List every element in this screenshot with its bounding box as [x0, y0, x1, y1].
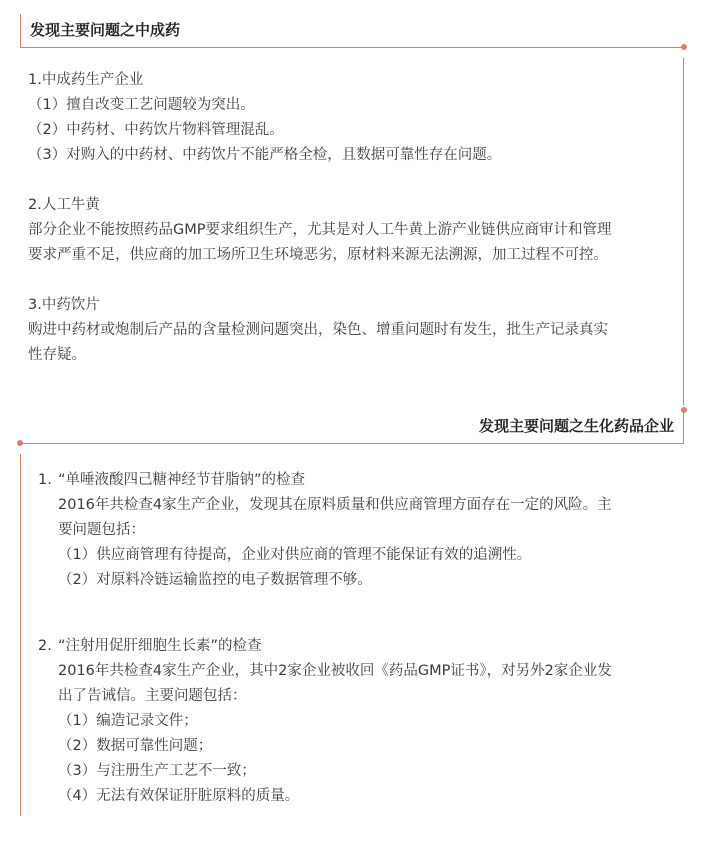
section2-right-rule [683, 410, 684, 444]
item-heading: 2.人工牛黄 [28, 197, 100, 213]
section1-title: 发现主要问题之中成药 [30, 21, 181, 39]
item-heading: “注射用促肝细胞生长素”的检查 [58, 638, 262, 654]
section1-top-rule [20, 47, 684, 48]
item-line: 要问题包括： [58, 522, 145, 538]
item-line: （1）供应商管理有待提高，企业对供应商的管理不能保证有效的追溯性。 [58, 547, 532, 563]
section2-left-dot [17, 440, 23, 446]
item-line: 部分企业不能按照药品GMP要求组织生产，尤其是对人工牛黄上游产业链供应商审计和管理 [28, 222, 612, 238]
item-heading: “单唾液酸四己糖神经节苷脂钠”的检查 [58, 472, 306, 488]
item-line: （2）对原料冷链运输监控的电子数据管理不够。 [58, 572, 372, 588]
item-line: 要求严重不足，供应商的加工场所卫生环境恶劣，原材料来源无法溯源，加工过程不可控。 [28, 247, 608, 263]
item-heading: 3.中药饮片 [28, 297, 100, 313]
item-line: （3）对购入的中药材、中药饮片不能严格全检，且数据可靠性存在问题。 [28, 147, 502, 163]
section2-rule-dot [681, 407, 687, 413]
item-line: 出了告诫信。主要问题包括： [58, 688, 247, 704]
section2-bottom-rule [20, 443, 684, 444]
section2-left-rule [20, 454, 21, 816]
item-heading: 1.中成药生产企业 [28, 72, 144, 88]
item-line: （2）数据可靠性问题； [58, 738, 213, 754]
section2-title: 发现主要问题之生化药品企业 [478, 417, 674, 435]
item-line: 2016年共检查4家生产企业，其中2家企业被收回《药品GMP证书》，对另外2家企业发 [58, 663, 612, 679]
item-line: 购进中药材或炮制后产品的含量检测问题突出，染色、增重问题时有发生，批生产记录真实 [28, 322, 608, 338]
item-line: （4）无法有效保证肝脏原料的质量。 [58, 788, 300, 804]
item-line: （1）擅自改变工艺问题较为突出。 [28, 97, 255, 113]
item-line: 性存疑。 [28, 347, 86, 363]
section1-left-rule [20, 14, 21, 48]
item-number: 1. [38, 472, 52, 488]
item-line: （1）编造记录文件； [58, 713, 198, 729]
item-number: 2. [38, 638, 52, 654]
section1-right-rule [683, 58, 684, 405]
section1-rule-dot [681, 44, 687, 50]
item-line: 2016年共检查4家生产企业，发现其在原料质量和供应商管理方面存在一定的风险。主 [58, 497, 612, 513]
item-line: （2）中药材、中药饮片物料管理混乱。 [28, 122, 284, 138]
item-line: （3）与注册生产工艺不一致； [58, 763, 256, 779]
